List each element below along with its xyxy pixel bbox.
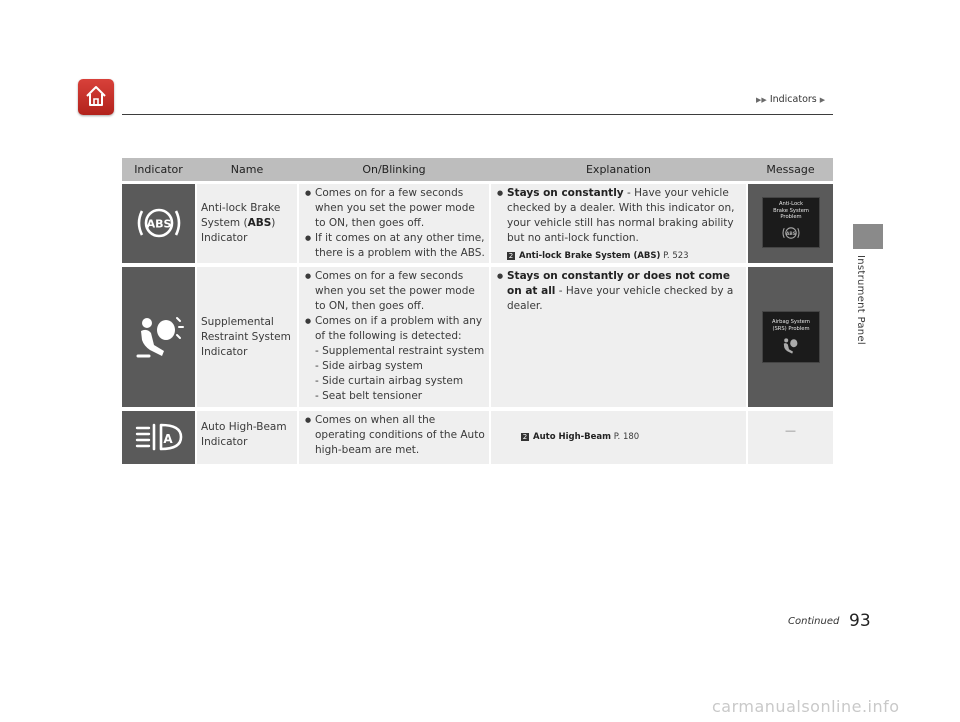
name-cell [197, 184, 297, 263]
column-header-explanation: Explanation [585, 163, 652, 176]
column-header-name: Name [230, 163, 264, 176]
svg-text:A: A [163, 432, 173, 446]
message-cell [748, 184, 833, 263]
column-header-message: Message [766, 163, 815, 176]
list-item: ● If it comes on at any other time, there is a problem with the ABS. [305, 231, 487, 261]
list-item [497, 269, 742, 314]
indicator-name: Restraint System [201, 331, 291, 343]
column-header-on-blinking: On/Blinking [362, 163, 426, 176]
message-cell [748, 411, 833, 464]
indicator-name: Supplemental [201, 316, 274, 328]
breadcrumb-arrow-icon: ▶▶ [756, 96, 767, 104]
indicator-name: Indicator [201, 346, 248, 358]
indicator-name: Anti-lock Brake [201, 202, 281, 214]
chapter-tab-marker[interactable] [853, 224, 883, 249]
table-row [122, 184, 833, 263]
name-cell [197, 267, 297, 407]
message-none: — [785, 424, 796, 437]
page-number: 93 [849, 611, 871, 631]
explanation-text: - Have your vehicle checked by a dealer. With this indicator on, your vehicle still has normal braking ability but no anti-lock function. [507, 187, 735, 244]
table-row [122, 411, 833, 464]
watermark: carmanualsonline.info [712, 697, 900, 716]
home-button[interactable] [78, 79, 114, 115]
svg-text:ABS: ABS [786, 231, 796, 237]
explanation-cell [491, 411, 746, 464]
message-line: Brake System [773, 207, 809, 214]
reference-title: Anti-lock Brake System (ABS) [519, 251, 661, 261]
list-item: ● Comes on when all the operating conditions of the Auto high-beam are met. [305, 413, 487, 458]
list-item: ● Comes on for a few seconds when you set the power mode to ON, then goes off. [305, 269, 487, 314]
indicator-cell [122, 184, 195, 263]
message-cell [748, 267, 833, 407]
list-subitem: - Seat belt tensioner [315, 390, 423, 402]
column-header-indicator: Indicator [134, 163, 183, 176]
message-line: Anti-Lock [778, 201, 803, 207]
continued-label: Continued [788, 616, 840, 627]
reference-arrow-icon: 2 [508, 252, 514, 260]
breadcrumb-link-indicators[interactable]: Indicators [769, 94, 817, 105]
on-blinking-cell [299, 411, 489, 464]
on-blinking-cell [299, 267, 489, 407]
explanation-text: - Have your vehicle checked by a dealer. [507, 285, 734, 312]
list-subitem: - Supplemental restraint system [315, 345, 485, 357]
table-row [122, 267, 833, 407]
svg-text:ABS: ABS [146, 217, 172, 231]
explanation-cell [491, 184, 746, 263]
explanation-cell [491, 267, 746, 407]
cross-reference-link[interactable] [507, 249, 742, 264]
breadcrumb-arrow-icon: ▶ [819, 96, 826, 104]
message-line: Airbag System [772, 319, 810, 325]
abs-warning-icon [780, 225, 802, 241]
explanation-emphasis: Stays on constantly [507, 187, 624, 199]
list-item [497, 186, 742, 264]
reference-page: P. 180 [611, 432, 640, 442]
indicator-name: Indicator [201, 436, 248, 448]
abs-warning-icon [134, 203, 184, 243]
table-header [122, 158, 833, 181]
reference-page: P. 523 [660, 251, 689, 261]
breadcrumb [756, 94, 825, 105]
message-display [762, 197, 820, 248]
cross-reference-link[interactable] [521, 432, 639, 442]
explanation-emphasis: Stays on constantly or does not come on at all [507, 270, 730, 297]
on-blinking-cell [299, 184, 489, 263]
airbag-warning-icon [781, 336, 801, 356]
indicator-name: ) [271, 217, 276, 229]
indicator-cell [122, 411, 195, 464]
airbag-warning-icon [134, 312, 184, 362]
header-divider [122, 114, 833, 115]
chapter-tab-label: Instrument Panel [855, 255, 866, 345]
message-line: Problem [780, 214, 802, 220]
auto-high-beam-icon [134, 422, 184, 454]
reference-arrow-icon: 2 [522, 433, 528, 441]
indicator-name: Indicator [201, 232, 248, 244]
indicator-name: System ( [201, 217, 248, 229]
home-icon [84, 84, 108, 108]
message-display [762, 311, 820, 363]
list-item: ● Comes on if a problem with any of the following is detected: [305, 314, 487, 344]
list-subitem: - Side airbag system [315, 360, 423, 372]
list-item: ● Comes on for a few seconds when you set the power mode to ON, then goes off. [305, 186, 487, 231]
indicator-name-abbr: ABS [247, 217, 272, 229]
list-subitem: - Side curtain airbag system [315, 375, 464, 387]
indicator-name: Auto High-Beam [201, 421, 287, 433]
indicator-cell [122, 267, 195, 407]
name-cell [197, 411, 297, 464]
indicator-table [122, 158, 833, 456]
message-line: (SRS) Problem [772, 325, 810, 332]
reference-title: Auto High-Beam [533, 432, 612, 442]
